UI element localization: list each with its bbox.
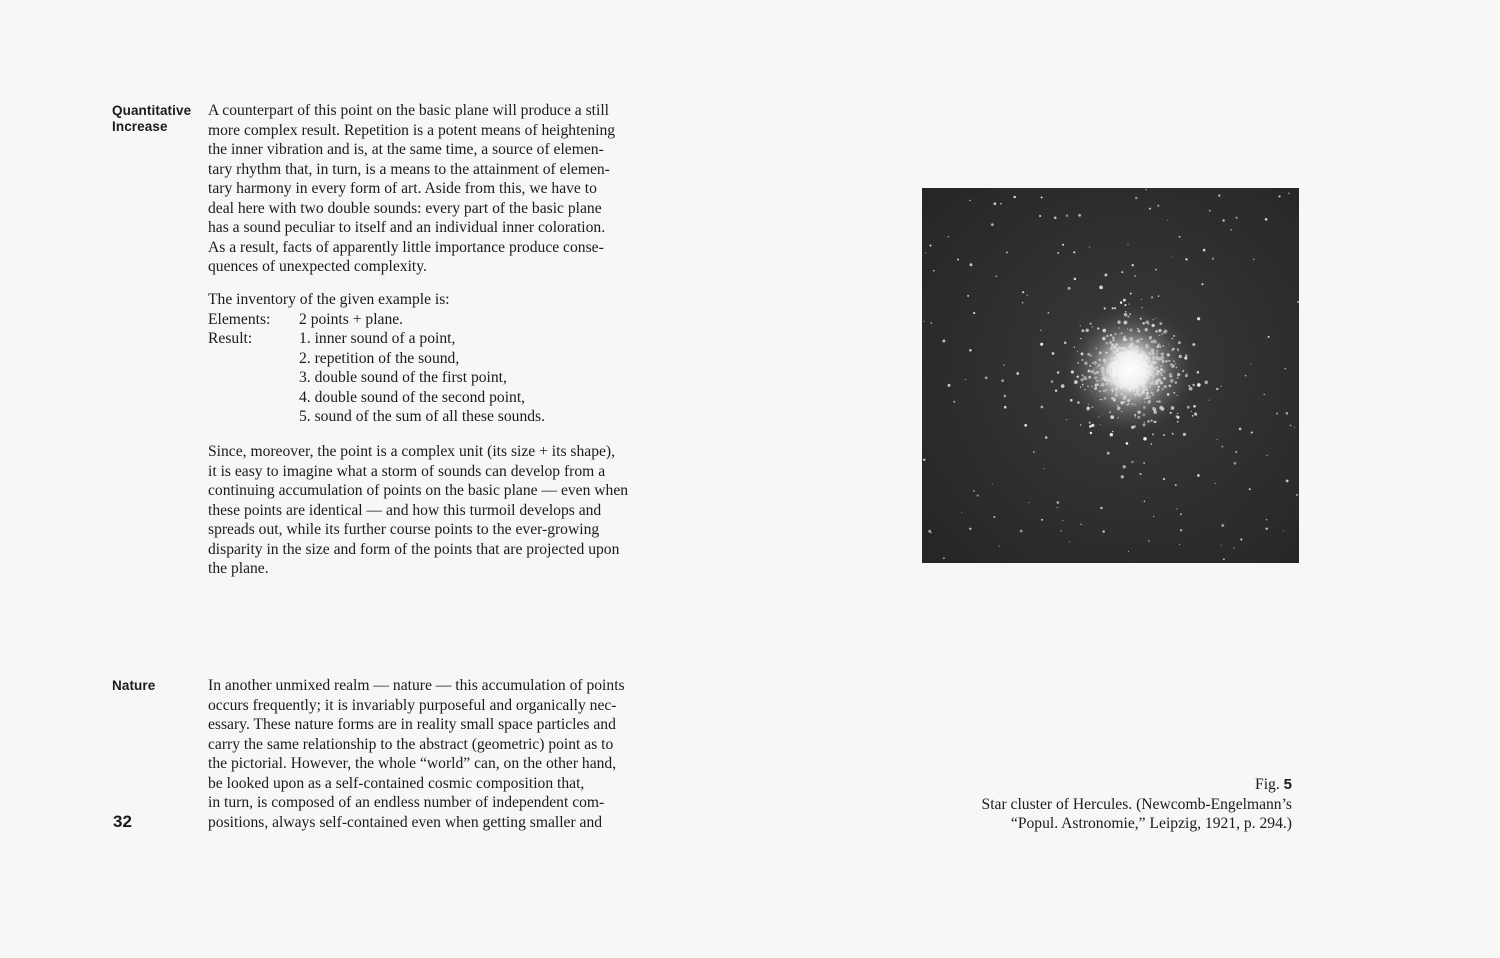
field-star [1100, 507, 1103, 510]
figure-caption [872, 775, 1292, 834]
inventory-intro: The inventory of the given example is: [208, 291, 450, 308]
field-star [1203, 249, 1206, 252]
field-star [923, 459, 925, 461]
field-star [970, 263, 973, 266]
field-star [985, 376, 988, 379]
field-star [1022, 291, 1024, 293]
inventory-row [208, 368, 667, 388]
field-star [1127, 244, 1128, 245]
caption-line: Star cluster of Hercules. (Newcomb-Engelmann’s [981, 795, 1292, 813]
star [1090, 432, 1092, 434]
field-star [1236, 217, 1238, 219]
star [1158, 295, 1159, 296]
field-star [1155, 269, 1157, 271]
field-star [1286, 479, 1289, 482]
field-star [1131, 461, 1133, 463]
inventory-value: 1. inner sound of a point, [299, 330, 456, 348]
inventory-row [208, 388, 667, 408]
field-star [1057, 501, 1060, 504]
field-star [995, 275, 997, 277]
star [1193, 405, 1195, 407]
field-star [1221, 446, 1223, 448]
field-star [1151, 443, 1153, 445]
field-star [924, 321, 925, 322]
field-star [1013, 196, 1016, 199]
field-star [1057, 252, 1059, 254]
field-star [1266, 455, 1268, 457]
field-star [1151, 296, 1153, 298]
field-star [1057, 507, 1058, 508]
field-star [1054, 216, 1057, 219]
field-star [969, 200, 970, 201]
field-star [1041, 196, 1043, 198]
field-star [948, 384, 951, 387]
page-number: 32 [113, 812, 132, 831]
inventory-key [208, 368, 299, 388]
field-star [992, 483, 993, 484]
field-star [1073, 251, 1075, 253]
star [1027, 295, 1028, 296]
field-star [1276, 413, 1278, 415]
star [1163, 434, 1165, 436]
field-star [1223, 558, 1225, 560]
field-star [1057, 371, 1060, 374]
field-star [1062, 520, 1063, 521]
star [1066, 419, 1067, 420]
inventory-value: 2. repetition of the sound, [299, 349, 460, 367]
field-star [973, 490, 975, 492]
star [1183, 433, 1186, 436]
field-star [961, 512, 962, 513]
field-star [1175, 484, 1177, 486]
star [1080, 424, 1082, 426]
field-star [1180, 529, 1182, 531]
figure-number: 5 [1283, 776, 1292, 793]
paragraph-nature [208, 676, 667, 832]
side-heading-line: Increase [112, 119, 168, 134]
field-star [994, 202, 997, 205]
text-line: the pictorial. However, the whole “world” can, on the other hand, [208, 755, 617, 773]
field-star [1294, 427, 1295, 428]
field-star [1074, 278, 1077, 281]
field-star [1278, 195, 1280, 197]
figure-label [872, 775, 1292, 795]
field-star [933, 270, 935, 272]
paragraph-repetition [208, 101, 667, 277]
field-star [1134, 275, 1136, 277]
field-star [1028, 502, 1029, 503]
side-heading-line: Quantitative [112, 103, 192, 118]
field-star [1283, 530, 1284, 531]
text-line: the plane. [208, 560, 269, 578]
text-line: these points are identical — and how this turmoil develops and [208, 501, 602, 519]
field-star [925, 252, 926, 253]
field-star [1024, 424, 1027, 427]
field-star [1230, 229, 1231, 230]
field-star [1240, 538, 1242, 540]
field-star [1043, 468, 1044, 469]
field-star [1146, 189, 1147, 190]
text-line: As a result, facts of apparently little importance produce conse- [208, 238, 604, 256]
field-star [1139, 473, 1141, 475]
caption-line: “Popul. Astronomie,” Leipzig, 1921, p. 294.) [1010, 815, 1292, 833]
field-star [1233, 548, 1234, 549]
inventory-row [208, 407, 667, 427]
field-star [1107, 452, 1110, 455]
field-star [1001, 379, 1004, 382]
text-line: In another unmixed realm — nature — this accumulation of points [208, 677, 625, 694]
text-line: in turn, is composed of an endless number of independent com- [208, 794, 605, 812]
text-line: tary rhythm that, in turn, is a means to the attainment of elemen- [208, 160, 610, 178]
field-star [1089, 247, 1090, 248]
star [1040, 343, 1043, 346]
field-star [1265, 218, 1268, 221]
field-star [976, 494, 978, 496]
field-star [1215, 483, 1216, 484]
text-line: has a sound peculiar to itself and an individual inner coloration. [208, 219, 606, 237]
field-star [1191, 411, 1192, 412]
field-star [1221, 545, 1222, 546]
inventory-value: 5. sound of the sum of all these sounds. [299, 408, 546, 426]
field-star [930, 532, 931, 533]
text-line: carry the same relationship to the abstract (geometric) point as to [208, 735, 614, 753]
field-star [1004, 395, 1007, 398]
field-star [1132, 264, 1134, 266]
text-line: occurs frequently; it is invariably purposeful and organically nec- [208, 696, 617, 714]
field-star [1167, 220, 1168, 221]
field-star [1216, 439, 1217, 440]
field-star [1296, 494, 1298, 496]
field-star [1297, 301, 1299, 303]
star [1194, 413, 1197, 416]
inventory-list [208, 290, 667, 427]
text-line: continuing accumulation of points on the basic plane — even when [208, 482, 629, 500]
inventory-key: Result: [208, 330, 253, 348]
field-star [1221, 386, 1222, 387]
field-star [1143, 462, 1145, 464]
text-line: positions, always self-contained even when getting smaller and [208, 813, 603, 831]
field-star [1234, 462, 1237, 465]
text-line: more complex result. Repetition is a potent means of heightening [208, 121, 616, 139]
star [1197, 317, 1200, 320]
side-heading-line: Nature [112, 678, 156, 693]
field-star [1078, 214, 1081, 217]
field-star [1180, 513, 1182, 515]
field-star [957, 259, 959, 261]
field-star [930, 245, 932, 247]
field-star [1209, 210, 1211, 212]
paragraph-storm-of-sounds [208, 442, 667, 579]
field-star [953, 401, 955, 403]
field-star [1051, 380, 1054, 383]
field-star [1179, 236, 1181, 238]
side-heading-quantitative-increase [112, 103, 191, 135]
field-star [1253, 258, 1255, 260]
field-star [1239, 428, 1242, 431]
text-line: it is easy to imagine what a storm of sounds can develop from a [208, 462, 606, 480]
field-star [1000, 203, 1002, 205]
inventory-row [208, 329, 667, 349]
field-star [1286, 412, 1288, 414]
inventory-key [208, 407, 299, 427]
star [1068, 287, 1071, 290]
star [1130, 293, 1132, 295]
inventory-row [208, 349, 667, 369]
field-star [1016, 372, 1019, 375]
text-line: deal here with two double sounds: every part of the basic plane [208, 199, 602, 217]
field-star [1055, 389, 1057, 391]
star [1104, 274, 1107, 277]
field-star [1135, 197, 1138, 200]
text-line: be looked upon as a self-contained cosmic composition that, [208, 774, 585, 792]
field-star [1103, 530, 1105, 532]
field-star [965, 379, 966, 380]
field-star [1163, 478, 1165, 480]
field-star [1216, 388, 1218, 390]
field-star [1128, 551, 1129, 552]
inventory-key [208, 388, 299, 408]
star [1099, 286, 1103, 290]
field-star [1284, 368, 1285, 369]
field-star [1268, 336, 1270, 338]
inventory-value: 3. double sound of the first point, [299, 369, 507, 387]
field-star [999, 545, 1000, 546]
field-star [973, 312, 975, 314]
field-star [1040, 330, 1042, 332]
field-star [1121, 271, 1123, 273]
star [1126, 442, 1129, 445]
field-star [1157, 205, 1159, 207]
star [1141, 299, 1142, 300]
field-star [1148, 540, 1149, 541]
text-line: disparity in the size and form of the points that are projected upon [208, 540, 620, 558]
field-star [1179, 544, 1180, 545]
field-star [1290, 425, 1292, 427]
field-star [1080, 524, 1082, 526]
field-star [1022, 302, 1024, 304]
field-star [1266, 519, 1267, 520]
star-cluster-photo [922, 188, 1299, 563]
field-star [1052, 352, 1055, 355]
field-star [1006, 252, 1008, 254]
field-star [948, 236, 949, 237]
field-star [1020, 530, 1023, 533]
field-star [967, 295, 969, 297]
inventory-value: 4. double sound of the second point, [299, 388, 526, 406]
field-star [1039, 215, 1041, 217]
field-star [1251, 431, 1253, 433]
field-star [1250, 363, 1251, 364]
star [1121, 475, 1124, 478]
text-line: spreads out, while its further course points to the ever-growing [208, 521, 600, 539]
star [1192, 415, 1194, 417]
field-star [993, 516, 995, 518]
field-star [969, 349, 971, 351]
field-star [1033, 451, 1035, 453]
inventory-key: Elements: [208, 310, 271, 328]
field-star [1212, 258, 1214, 260]
text-line: quences of unexpected complexity. [208, 258, 427, 276]
field-star [1041, 406, 1044, 409]
field-star [1069, 541, 1070, 542]
field-star [991, 223, 994, 226]
side-heading-nature [112, 678, 155, 694]
field-star [1202, 283, 1204, 285]
field-star [1235, 451, 1237, 453]
star-cluster-image [922, 188, 1299, 563]
field-star [1144, 501, 1146, 503]
field-star [1048, 312, 1050, 314]
figure-prefix: Fig. [1255, 776, 1280, 793]
field-star [1221, 524, 1224, 527]
field-star [1004, 406, 1007, 409]
text-line: the inner vibration and is, at the same time, a source of elemen- [208, 141, 604, 159]
field-star [1066, 215, 1068, 217]
star [1045, 436, 1048, 439]
field-star [1264, 394, 1265, 395]
field-star [1041, 519, 1043, 521]
text-line: essary. These nature forms are in reality small space particles and [208, 716, 616, 734]
field-star [1062, 244, 1064, 246]
star [1204, 381, 1208, 385]
field-star [1061, 530, 1063, 532]
field-star [943, 557, 945, 559]
field-star [1185, 258, 1187, 260]
field-star [1197, 474, 1200, 477]
field-star [1288, 192, 1290, 194]
star [1209, 400, 1210, 401]
star [1172, 433, 1174, 435]
field-star [1149, 208, 1151, 210]
field-star [942, 340, 945, 343]
field-star [1222, 219, 1225, 222]
field-star [1171, 257, 1172, 258]
field-star [969, 528, 971, 530]
field-star [1176, 508, 1177, 509]
star [1123, 465, 1126, 468]
inventory-row [208, 310, 667, 330]
text-line: tary harmony in every form of art. Aside from this, we have to [208, 180, 597, 198]
inventory-key [208, 349, 299, 369]
field-star [1245, 375, 1246, 376]
field-star [1249, 488, 1251, 490]
inventory-value: 2 points + plane. [299, 310, 404, 328]
text-line: A counterpart of this point on the basic plane will produce a still [208, 102, 610, 119]
field-star [1265, 527, 1267, 529]
field-star [930, 322, 932, 324]
field-star [1218, 194, 1220, 196]
text-line: Since, moreover, the point is a complex unit (its size + its shape), [208, 443, 616, 460]
field-star [1153, 516, 1154, 517]
field-star [1003, 364, 1005, 366]
